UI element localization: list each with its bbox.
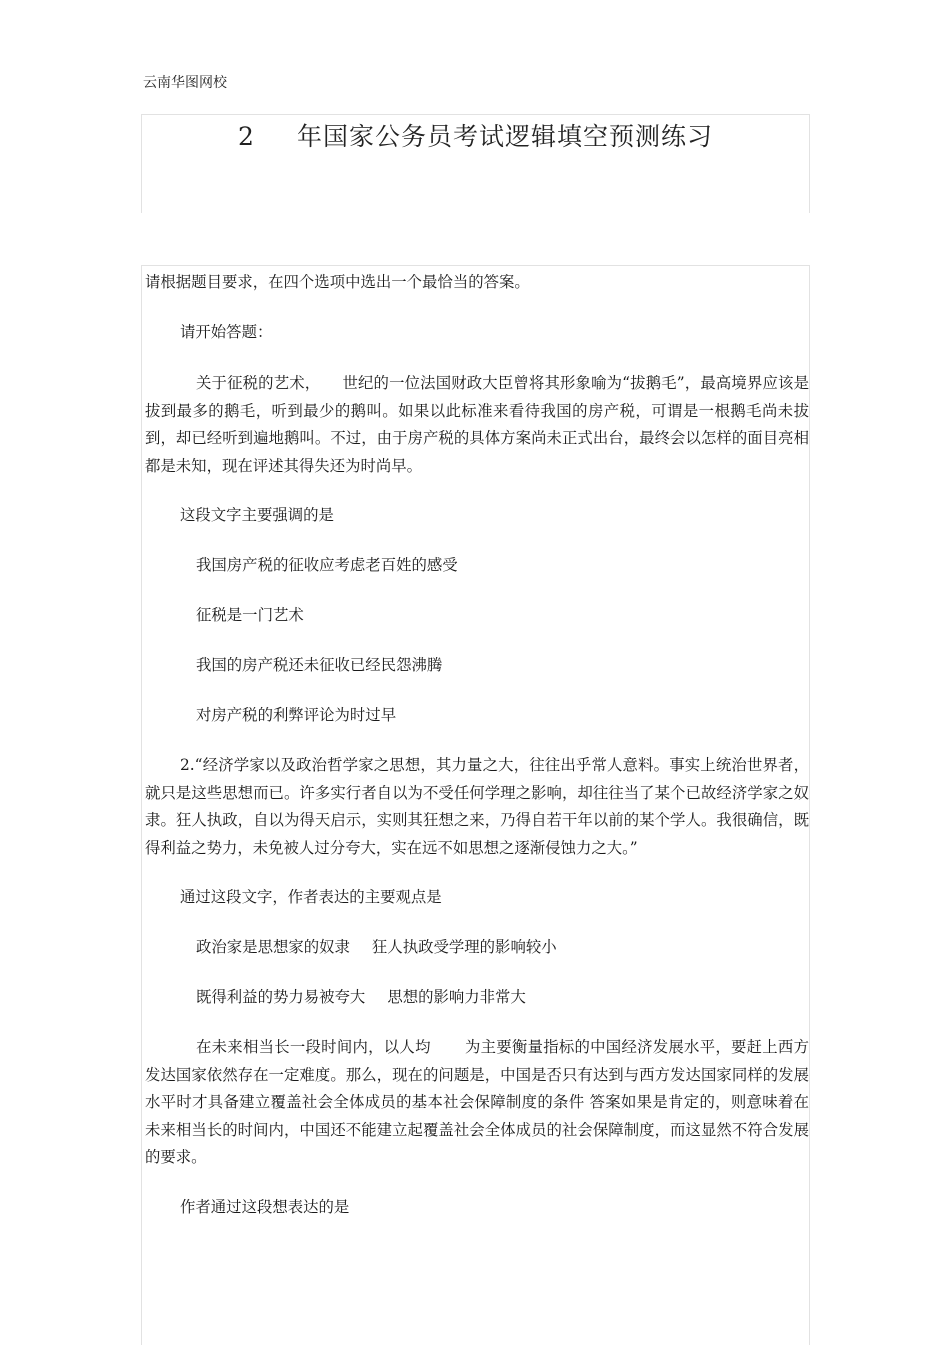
q3-passage-rest: 为主要衡量指标的中国经济发展水平，要赶上西方发达国家依然存在一定难度。那么，现在的问题是，中国是否只有达到与西方发达国家同样的发展水平时才具备建立覆盖社会全体成员的基本社会保障制度的条件 答案如果是肯定的，则意味着在未来相当长的时间内，中国还不能建立起覆盖社会全体成员的社会保障制度，而这显然不符合发展的要求。	[145, 1038, 809, 1166]
q3-passage	[145, 1034, 809, 1172]
q2-option-b[interactable]: 狂人执政受学理的影响较小	[371, 938, 557, 956]
q1-option-b[interactable]: 征税是一门艺术	[196, 606, 304, 624]
q2-options-row-2	[196, 984, 526, 1012]
q2-option-c[interactable]: 既得利益的势力易被夸大	[196, 988, 366, 1006]
q2-question: 通过这段文字，作者表达的主要观点是	[180, 888, 442, 906]
q1-passage-rest: 世纪的一位法国财政大臣曾将其形象喻为“拔鹅毛”，最高境界应该是拔到最多的鹅毛，听到最少的鹅叫。如果以此标准来看待我国的房产税，可谓是一根鹅毛尚未拔到，却已经听到遍地鹅叫。不过，由于房产税的具体方案尚未正式出台，最终会以怎样的面目亮相都是未知，现在评述其得失还为时尚早。	[145, 374, 809, 475]
q3-passage-lead: 在未来相当长一段时间内，以人均	[196, 1038, 431, 1056]
start-prompt: 请开始答题：	[180, 323, 273, 341]
q1-option-a[interactable]: 我国房产税的征收应考虑老百姓的感受	[196, 556, 458, 574]
title-text: 年国家公务员考试逻辑填空预测练习	[296, 122, 713, 151]
q1-option-d[interactable]: 对房产税的利弊评论为时过早	[196, 706, 397, 724]
q2-passage: 2.“经济学家以及政治哲学家之思想，其力量之大，往往出乎常人意料。事实上统治世界者，就只是这些思想而已。许多实行者自以为不受任何学理之影响，却往往当了某个已故经济学家之奴隶。狂人执政，自以为得天启示，实则其狂想之来，乃得自若干年以前的某个学人。我很确信，既得利益之势力，未免被人过分夸大，实在远不如思想之逐渐侵蚀力之大。”	[145, 756, 809, 857]
q2-option-a[interactable]: 政治家是思想家的奴隶	[196, 938, 350, 956]
q3-question: 作者通过这段想表达的是	[180, 1198, 350, 1216]
school-header: 云南华图网校	[143, 75, 227, 91]
instructions: 请根据题目要求，在四个选项中选出一个最恰当的答案。	[145, 273, 530, 291]
q2-options-row-1	[196, 934, 557, 962]
q1-option-c[interactable]: 我国的房产税还未征收已经民怨沸腾	[196, 656, 443, 674]
title-number: 2	[238, 122, 255, 151]
page-title	[142, 117, 809, 153]
q2-option-d[interactable]: 思想的影响力非常大	[387, 988, 526, 1006]
q1-passage-lead: 关于征税的艺术，	[196, 374, 321, 392]
title-box	[141, 114, 810, 213]
q1-passage	[145, 370, 809, 480]
q1-question: 这段文字主要强调的是	[180, 506, 334, 524]
content-box	[141, 265, 810, 1345]
